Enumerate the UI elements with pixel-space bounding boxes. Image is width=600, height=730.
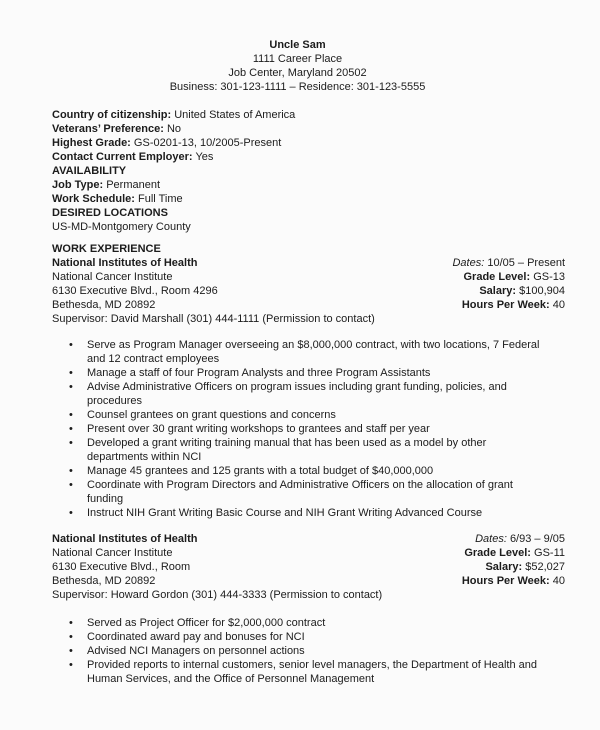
job-address-line1: 6130 Executive Blvd., Room (52, 561, 191, 573)
grade-value: GS-13 (533, 271, 565, 283)
job-salary (479, 284, 565, 298)
hours-value: 40 (552, 299, 565, 311)
profile-field-highest-grade (52, 136, 565, 150)
job-address-line1: 6130 Executive Blvd., Room 4296 (52, 285, 218, 297)
job-duties-list (52, 616, 565, 686)
field-value: GS-0201-13, 10/2005-Present (133, 137, 282, 149)
job-address-line2: Bethesda, MD 20892 (52, 299, 156, 311)
division-name: National Cancer Institute (52, 547, 173, 559)
field-label: Country of citizenship: (52, 109, 172, 121)
job-row (52, 560, 565, 574)
job-row (52, 284, 565, 298)
field-value: United States of America (174, 109, 296, 121)
hours-label: Hours Per Week: (461, 575, 550, 587)
division-name: National Cancer Institute (52, 271, 173, 283)
list-item: • Coordinate with Program Directors and Administrative Officers on the allocation of grant funding (52, 478, 565, 506)
desired-location-value: US-MD-Montgomery County (52, 221, 191, 233)
list-item: • Coordinated award pay and bonuses for NCI (52, 630, 565, 644)
grade-value: GS-11 (534, 547, 565, 559)
salary-label: Salary: (485, 561, 523, 573)
availability-heading: AVAILABILITY (52, 165, 127, 177)
candidate-name: Uncle Sam (269, 39, 326, 51)
field-value: Permanent (106, 179, 161, 191)
dates-value: 10/05 – Present (487, 257, 565, 269)
list-item: • Instruct NIH Grant Writing Basic Course and NIH Grant Writing Advanced Course (52, 506, 565, 520)
list-item: • Served as Project Officer for $2,000,000 contract (52, 616, 565, 630)
job-row (52, 256, 565, 270)
street-address: 1111 Career Place (252, 53, 343, 65)
job-entry-2 (52, 532, 565, 686)
job-grade (464, 270, 566, 284)
field-value: No (166, 123, 182, 135)
job-row (52, 298, 565, 312)
profile-field-job-type (52, 178, 565, 192)
profile-field-work-schedule (52, 192, 565, 206)
list-item: • Serve as Program Manager overseeing an $8,000,000 contract, with two locations, 7 Federal and 12 contract employees (52, 338, 565, 366)
salary-label: Salary: (479, 285, 517, 297)
field-label: Highest Grade: (52, 137, 131, 149)
work-experience-heading: WORK EXPERIENCE (52, 243, 161, 255)
job-hours (462, 298, 565, 312)
profile-section (52, 108, 565, 234)
field-value: Yes (195, 151, 214, 163)
hours-value: 40 (552, 575, 565, 587)
profile-field-citizenship (52, 108, 565, 122)
job-duties-list (52, 338, 565, 520)
work-experience-section (52, 242, 565, 686)
list-item: • Manage 45 grantees and 125 grants with a total budget of $40,000,000 (52, 464, 565, 478)
job-row (52, 270, 565, 284)
supervisor-line: Supervisor: Howard Gordon (301) 444-3333 (Permission to contact) (52, 589, 383, 601)
grade-label: Grade Level: (464, 547, 531, 559)
field-label: Veterans’ Preference: (52, 123, 164, 135)
desired-locations-heading: DESIRED LOCATIONS (52, 207, 168, 219)
list-item: • Advise Administrative Officers on program issues including grant funding, policies, and procedures (52, 380, 565, 408)
supervisor-line: Supervisor: David Marshall (301) 444-1111 (Permission to contact) (52, 313, 375, 325)
job-address-line2: Bethesda, MD 20892 (52, 575, 156, 587)
job-grade (464, 546, 565, 560)
dates-label: Dates: (452, 257, 485, 269)
employer-name: National Institutes of Health (52, 533, 198, 545)
dates-label: Dates: (475, 533, 507, 545)
list-item: • Present over 30 grant writing workshops to grantees and staff per year (52, 422, 565, 436)
list-item: • Advised NCI Managers on personnel actions (52, 644, 565, 658)
salary-value: $52,027 (525, 561, 565, 573)
salary-value: $100,904 (519, 285, 565, 297)
employer-name: National Institutes of Health (52, 257, 198, 269)
profile-field-veterans-preference (52, 122, 565, 136)
job-hours (462, 574, 565, 588)
job-dates (475, 532, 565, 546)
field-label: Work Schedule: (52, 193, 135, 205)
job-dates (452, 256, 565, 270)
field-label: Contact Current Employer: (52, 151, 193, 163)
job-row (52, 532, 565, 546)
job-row (52, 546, 565, 560)
list-item: • Developed a grant writing training manual that has been used as a model by other departments within NCI (52, 436, 565, 464)
profile-field-contact-employer (52, 150, 565, 164)
job-entry-1 (52, 256, 565, 520)
job-row (52, 574, 565, 588)
list-item: • Counsel grantees on grant questions and concerns (52, 408, 565, 422)
field-value: Full Time (138, 193, 183, 205)
job-salary (485, 560, 565, 574)
field-label: Job Type: (52, 179, 104, 191)
list-item: • Provided reports to internal customers, senior level managers, the Department of Health and Human Services, and the Office of Personnel Management (52, 658, 565, 686)
hours-label: Hours Per Week: (461, 299, 550, 311)
resume-header (52, 38, 565, 94)
dates-value: 6/93 – 9/05 (509, 533, 565, 545)
grade-label: Grade Level: (463, 271, 531, 283)
city-state-zip: Job Center, Maryland 20502 (228, 67, 367, 79)
phone-line: Business: 301-123-1111 – Residence: 301-123-5555 (169, 81, 426, 93)
list-item: • Manage a staff of four Program Analysts and three Program Assistants (52, 366, 565, 380)
